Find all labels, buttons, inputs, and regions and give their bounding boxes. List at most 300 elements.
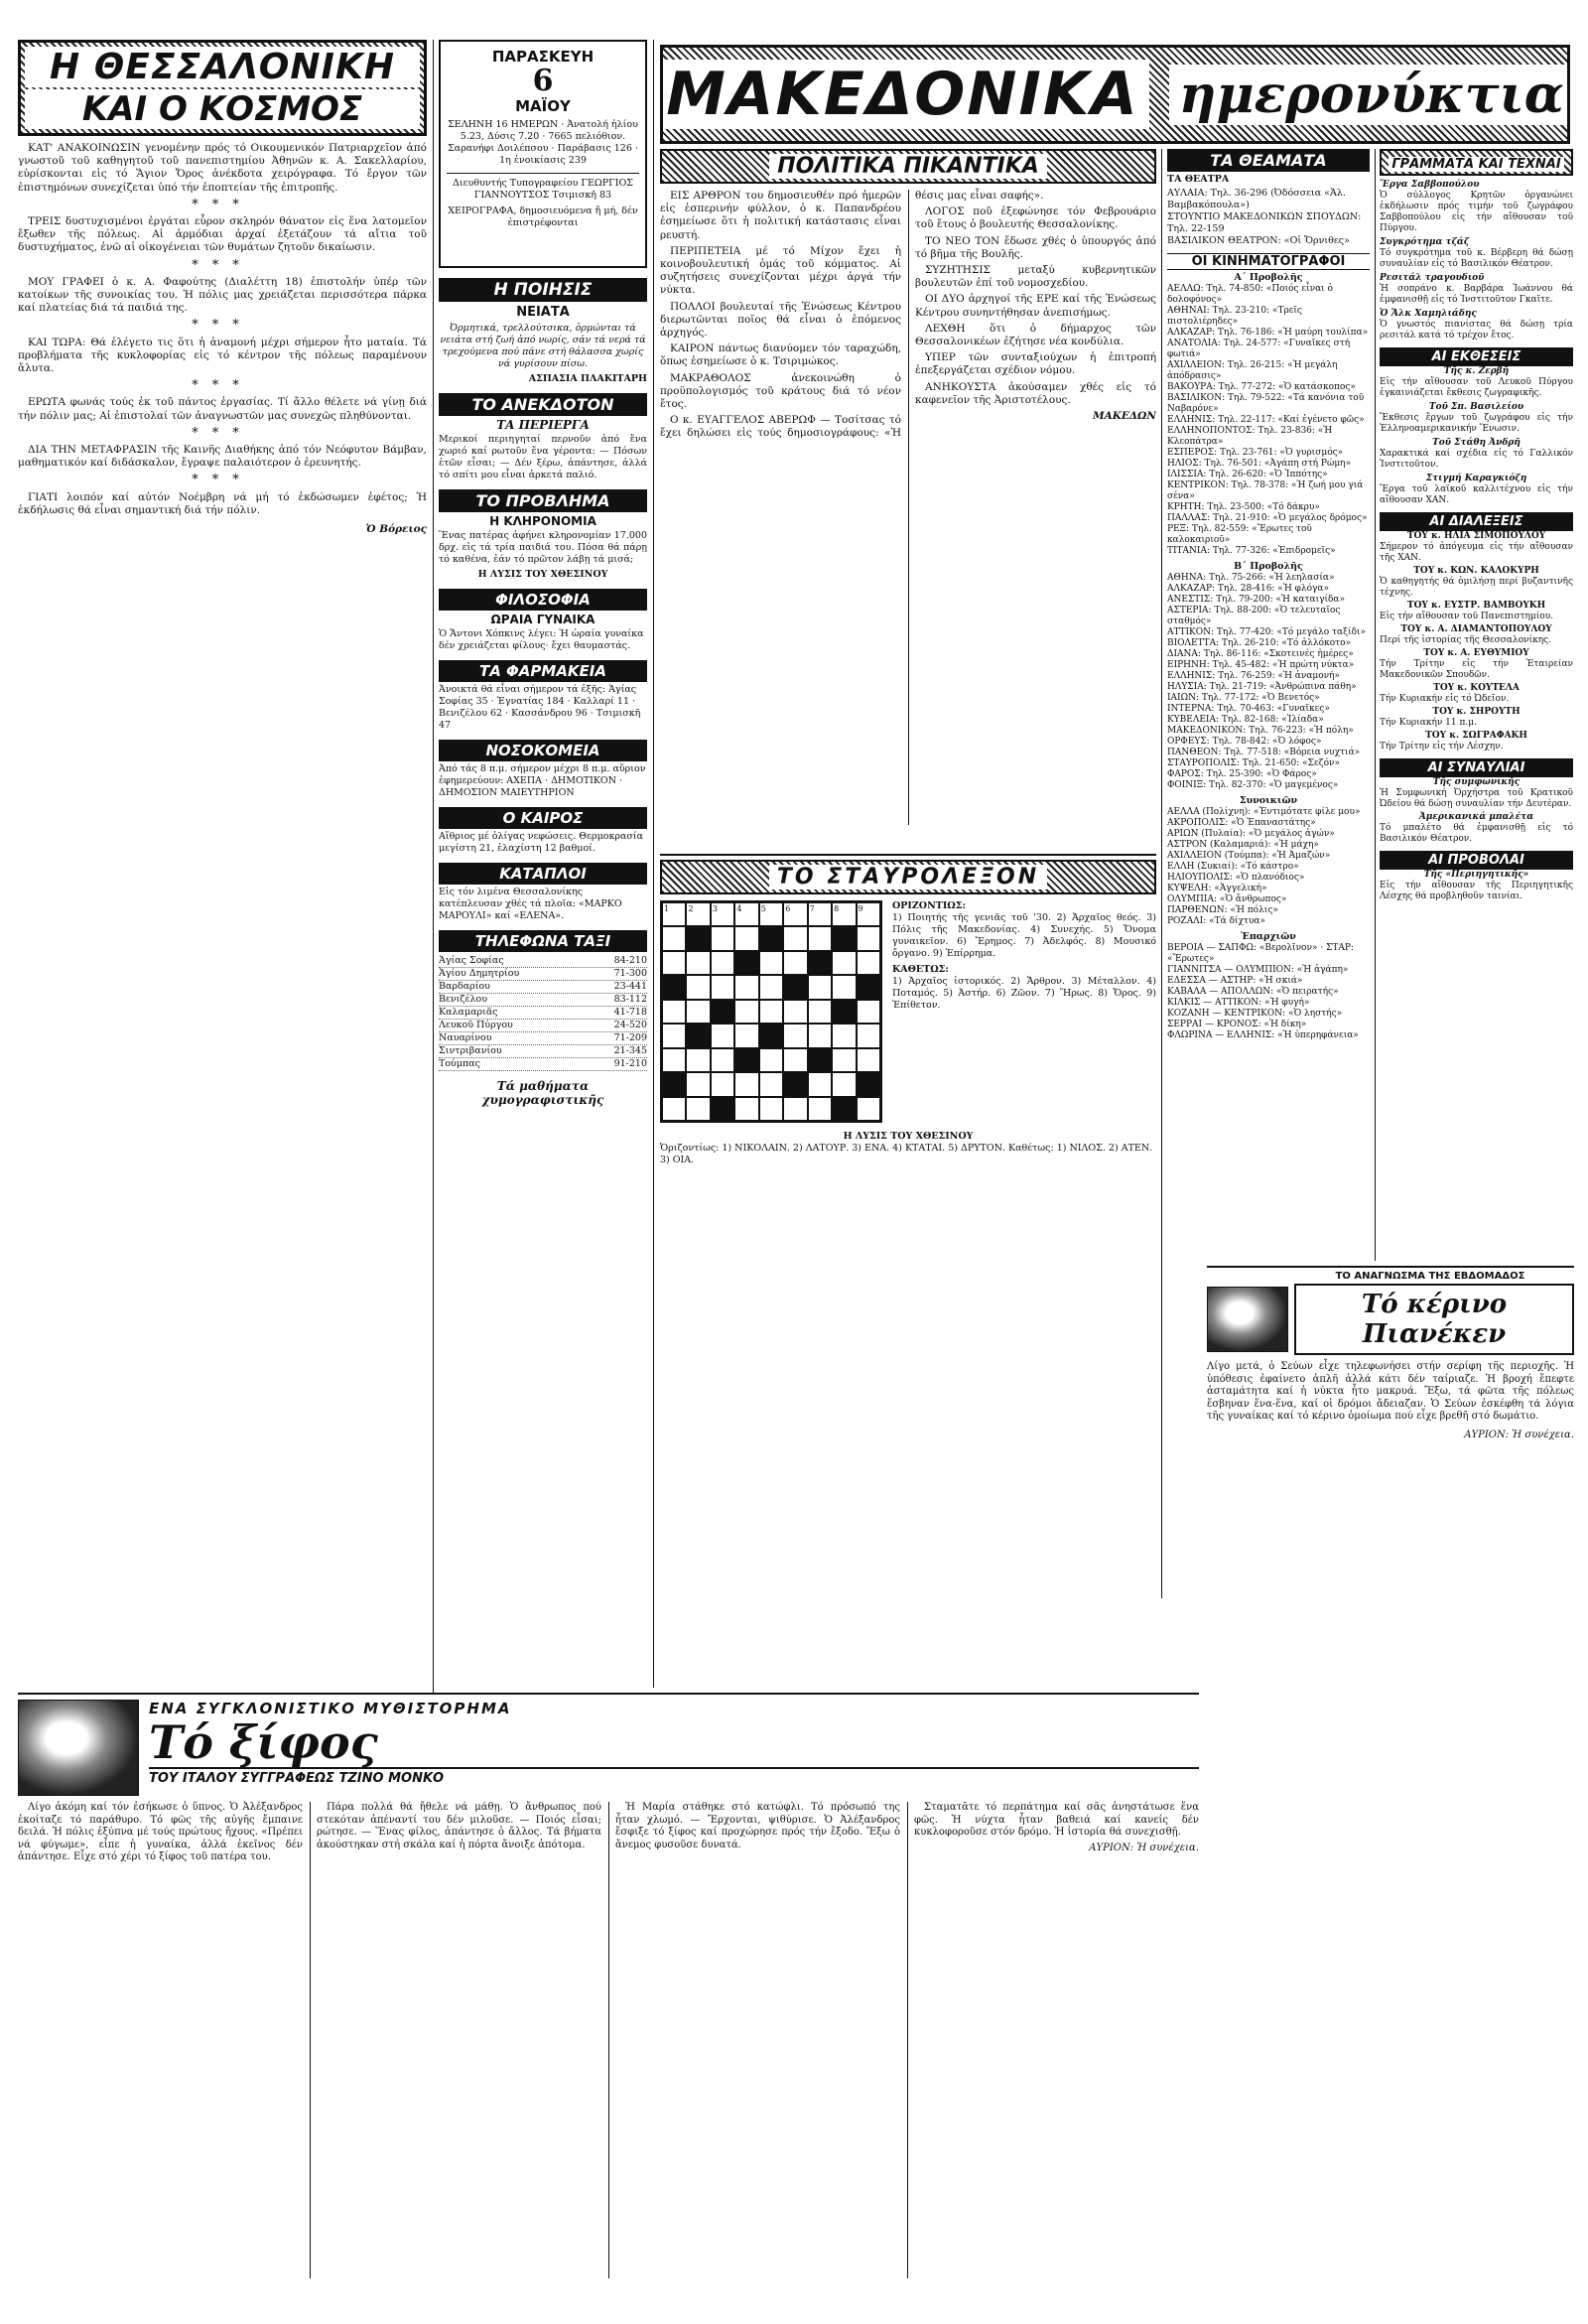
date-info: ΣΕΛΗΝΗ 16 ΗΜΕΡΩΝ · Ἀνατολή ἡλίου 5.23, Δύσις 7.20 · 7665 πελιόθιον. Σαρανήφι Δοιλέπσου · Παράβασις 126 · 1η ἐνοικίασις 239 (448, 119, 638, 166)
screenings-heading: ΑΙ ΠΡΟΒΟΛΑΙ (1380, 851, 1573, 870)
manuscripts-note: ΧΕΙΡΟΓΡΑΦΑ, δημοσιευόμενα ἤ μή, δέν ἐπιστρέφονται (448, 205, 638, 228)
ships-text: Εἰς τόν λιμένα Θεσσαλονίκης κατέπλευσαν χθές τά πλοῖα: «ΜΑΡΚΟ ΜΑΡΟΥΛΙ» καί «ΕΛΕΝΑ». (439, 887, 622, 921)
list-item: ΓΙΑΝΝΙΤΣΑ — ΟΛΥΜΠΙΟΝ: «Ἡ ἀγάπη» (1167, 965, 1349, 975)
grid-block (686, 926, 710, 950)
phone-number: 71-300 (613, 968, 647, 979)
list-item: ΑΛΚΑΖΑΡ: Τηλ. 28-416: «Ἡ φλόγα» (1167, 584, 1329, 594)
grid-block (711, 1097, 734, 1121)
left-paragraph: ΜΟΥ ΓΡΑΦΕΙ ὁ κ. Α. Φαφούτης (Διαλέττη 18) ἐπιστολήν ὑπέρ τῶν κατοίκων τῆς συνοικίας του. Ἡ πόλις μας χρειάζεται περισσότερα πάρκα καί πλατείας διά τά παιδιά της. (18, 275, 427, 315)
list-item: ΚΙΛΚΙΣ — ΑΤΤΙΚΟΝ: «Ἡ φυγή» (1167, 998, 1310, 1008)
publisher-info: Διευθυντής Τυπογραφείου ΓΕΩΡΓΙΟΣ ΓΙΑΝΝΟΥΤΣΟΣ Τσιμισκῆ 83 (447, 173, 639, 202)
poem-author: ΑΣΠΑΣΙΑ ΠΛΑΚΙΤΑΡΗ (528, 373, 647, 384)
grid-cell[interactable] (783, 1000, 807, 1024)
suburbs-heading: Συνοικιῶν (1239, 795, 1298, 806)
grid-block (662, 975, 686, 999)
grid-cell[interactable] (857, 1097, 880, 1121)
grid-block (711, 1000, 734, 1024)
weekly-novel-title: Τό κέρινο Πιανέκεν (1294, 1284, 1574, 1355)
phones-heading: ΤΗΛΕΦΩΝΑ ΤΑΞΙ (439, 930, 647, 952)
list-item: ΦΛΩΡΙΝΑ — ΕΛΛΗΝΙΣ: «Ἡ ὑπερηφάνεια» (1167, 1030, 1359, 1040)
list-item: ΣΤΟΥΝΤΙΟ ΜΑΚΕΔΟΝΙΚΩΝ ΣΠΟΥΔΩΝ: Τηλ. 22-159 (1167, 211, 1362, 234)
list-item (439, 1020, 647, 1032)
list-item: ΚΟΖΑΝΗ — ΚΕΝΤΡΙΚΟΝ: «Ὁ ληστής» (1167, 1009, 1343, 1019)
left-paragraph: ΕΡΩΤΑ φωνάς τούς ἐκ τοῦ πάντος ἐργασίας. Τί ἄλλο θέλετε νά γίνῃ διά τήν πόλιν μας; Αἱ ἐπιστολαί τῶν ἀναγνωστῶν μας συνεχῶς πληθύνονται. (18, 396, 427, 422)
second-run-list (1167, 573, 1370, 791)
exhibits-heading: ΑΙ ΕΚΘΕΣΕΙΣ (1380, 347, 1573, 366)
grid-number: 1 (662, 902, 686, 926)
section-rule (18, 1693, 1199, 1695)
phone-number: 83-112 (613, 994, 647, 1005)
list-item: ΠΑΛΛΑΣ: Τηλ. 21-910: «Ὁ μεγάλος δρόμος» (1167, 513, 1368, 523)
grid-cell[interactable] (662, 951, 686, 975)
list-item: ΗΛΥΣΙΑ: Τηλ. 21-719: «Ἀνθρώπινα πάθη» (1167, 682, 1357, 692)
anekdoton-title: ΤΑ ΠΕΡΙΕΡΓΑ (496, 418, 590, 432)
left-signature: Ὁ Βόρειος (365, 523, 427, 536)
lectures-list (1380, 531, 1573, 752)
list-item: ΡΕΞ: Τηλ. 82-559: «Ἔρωτες τοῦ καλοκαιριοῦ» (1167, 524, 1312, 545)
politics-heading-banner (660, 149, 1156, 184)
grid-cell[interactable] (711, 1048, 734, 1072)
across-clues: 1) Ποιητής τῆς γενιᾶς τοῦ '30. 2) Ἀρχαῖος θεός. 3) Πόλις τῆς Μακεδονίας. 4) Συνεχής. 5) Ὄνομα γυναικεῖον. 6) Ἔρημος. 7) Ἀδελφός. 8) Μουσικό ὄργανο. 9) Ἐπίρρημα. (892, 912, 1156, 959)
grid-cell[interactable] (759, 1097, 783, 1121)
grid-block (759, 926, 783, 950)
arts-item-text: Ὁ σύλλογος Κρητῶν ὀργανώνει ἐκδήλωσιν πρός τιμήν τοῦ ζωγράφου Σαββοπούλου εἰς τήν αἴθουσαν τοῦ Πύργου. (1380, 191, 1573, 233)
weekly-novel-text: Λίγο μετά, ὁ Σεύων εἶχε τηλεφωνήσει στήν σερίφη τῆς περιοχῆς. Ἡ ὑπόθεσις ἐφαίνετο ἁπλῆ ἀλλά κάτι δέν ταίριαζε. Ἡ βροχή ἔπεφτε ἀσταμάτητα καί ἡ νύκτα ἦτο μακρυά. Ἔξω, τά φῶτα τῆς πόλεως ἔσβηναν ἕνα-ἕνα, καί οἱ δρόμοι ἄδειαζαν. Ὁ Σεύων ἐσκέφθη τά λόγια τῆς γυναίκας καί τό κέρινο ὁμοίωμα πού εἶχε βρεθῆ στό δωμάτιο. (1207, 1361, 1574, 1422)
grid-cell[interactable] (783, 1024, 807, 1047)
phone-name: Ἁγίας Σοφίας (439, 955, 504, 966)
grid-block (832, 1097, 856, 1121)
grid-block (808, 1048, 832, 1072)
list-item: ΠΑΝΘΕΟΝ: Τηλ. 77-518: «Βόρεια νυχτιά» (1167, 748, 1361, 757)
first-run-list (1167, 284, 1370, 557)
serial-novel-kicker: ΕΝΑ ΣΥΓΚΛΟΝΙΣΤΙΚΟ ΜΥΘΙΣΤΟΡΗΜΑ (149, 1700, 512, 1717)
politics-paragraph: ΥΠΕΡ τῶν συνταξιούχων ἡ ἐπιτροπή ἐπεξεργάζεται σχέδιον νόμου. (915, 351, 1156, 377)
grid-block (857, 975, 880, 999)
cinema-heading: ΟΙ ΚΙΝΗΜΑΤΟΓΡΑΦΟΙ (1167, 253, 1370, 270)
list-item: ΚΥΨΕΛΗ: «Ἀγγελική» (1167, 884, 1267, 893)
lecture-text: Τήν Τρίτην εἰς τήν Ἐταιρείαν Μακεδονικῶν Σπουδῶν. (1380, 659, 1573, 680)
grid-cell[interactable] (711, 975, 734, 999)
grid-cell[interactable] (832, 1024, 856, 1047)
grid-cell[interactable] (832, 975, 856, 999)
grid-cell[interactable] (808, 1024, 832, 1047)
problem-heading: ΤΟ ΠΡΟΒΛΗΜΑ (439, 489, 647, 512)
solution-text: Ὁριζοντίως: 1) ΝΙΚΟΛΑΙΝ. 2) ΛΑΤΟΥΡ. 3) ΕΝΑ. 4) ΚΤΑΤΑΙ. 5) ΔΡΥΤΟΝ. Καθέτως: 1) ΝΙΛΟΣ. 2) ΑΤΕΝ. 3) ΟΙΑ. (660, 1143, 1153, 1165)
down-clues: 1) Ἀρχαῖος ἱστορικός. 2) Ἄρθρον. 3) Μέταλλον. 4) Ποταμός. 5) Ἀστήρ. 6) Ζῶον. 7) Ἥρως. 8) Ὄρος. 9) Ἐπίθετον. (892, 976, 1156, 1011)
lecture-title: ΤΟΥ κ. ΣΗΡΟΥΤΗ (1432, 707, 1521, 717)
grid-cell[interactable] (783, 926, 807, 950)
grid-number: 6 (783, 902, 807, 926)
screenings-list (1380, 870, 1573, 902)
list-item: ΒΑΣΙΛΙΚΟΝ: Τηλ. 79-522: «Τά κανόνια τοῦ Ναβαρόνε» (1167, 393, 1365, 414)
masthead (660, 45, 1570, 144)
grid-cell[interactable] (808, 926, 832, 950)
anekdoton-heading: ΤΟ ΑΝΕΚΔΟΤΟΝ (439, 393, 647, 416)
grid-cell[interactable] (662, 1048, 686, 1072)
list-item: ΕΣΠΕΡΟΣ: Τηλ. 23-761: «Ὁ γυρισμός» (1167, 448, 1344, 458)
phone-number: 21-345 (613, 1045, 647, 1056)
school-title: Τά μαθήματα χυμογραφιστικῆς (481, 1079, 604, 1107)
politics-paragraph: ΑΝΗΚΟΥΣΤΑ ἀκούσαμεν χθές εἰς τό καφενεῖον τῆς Ἀριστοτέλους. (915, 380, 1156, 406)
lecture-text: Τήν Κυριακήν 11 π.μ. (1380, 718, 1477, 728)
phone-name: Τούμπας (439, 1058, 480, 1069)
novel-illustration (1207, 1287, 1288, 1352)
crossword-section (660, 854, 1156, 1439)
ships-heading: ΚΑΤΑΠΛΟΙ (439, 863, 647, 885)
list-item: ΙΛΙΣΣΙΑ: Τηλ. 26-620: «Ὁ Ἰππότης» (1167, 470, 1328, 479)
list-item: ΚΕΝΤΡΙΚΟΝ: Τηλ. 78-378: «Ἡ ζωή μου γιά σένα» (1167, 480, 1364, 501)
politics-paragraph: ΜΑΚΡΑΘΟΛΟΣ ἀνεκοινώθη ὁ προϋπολογισμός τοῦ κράτους διά τό νέον ἔτος. (660, 371, 901, 411)
anekdoton-text: Μερικοί περιηγηταί περνοῦν ἀπό ἕνα χωριό καί ρωτοῦν ἕνα γέροντα: — Πόσων ἐτῶν εἶσαι; — Δέν ξέρω, ἀπάντησε, ἀλλά τό σπίτι μου εἶναι ἀρκετά παλιό. (439, 434, 647, 480)
list-item: ΕΛΛΗ (Συκιαί): «Τό κάστρο» (1167, 862, 1299, 872)
list-item: ΑΚΡΟΠΟΛΙΣ: «Ὁ Ἐπαναστάτης» (1167, 818, 1316, 828)
list-item: ΑΘΗΝΑΙ: Τηλ. 23-210: «Τρεῖς πιστολιέρηδες» (1167, 306, 1302, 327)
left-title-banner (18, 40, 427, 136)
grid-block (734, 1048, 758, 1072)
first-run-heading: Α΄ Προβολῆς (1234, 272, 1303, 283)
arts-heading-banner (1380, 149, 1573, 176)
philosophy-text: Ὁ Ἄντονι Χόπκινς λέγει: Ἡ ὡραία γυναίκα δέν χρειάζεται φίλους· ἔχει θαυμαστάς. (439, 628, 644, 651)
arts-item-text: Ἡ σοπράνο κ. Βαρβάρα Ἰωάννου θά ἐμφανισθῇ εἰς τό Ἰνστιτοῦτον Γκαῖτε. (1380, 284, 1573, 305)
list-item (439, 994, 647, 1007)
list-item: ΑΣΤΡΟΝ (Καλαμαριά): «Ἡ μάχη» (1167, 840, 1319, 850)
grid-cell[interactable] (832, 1072, 856, 1096)
crossword-grid (660, 900, 882, 1123)
phone-number: 84-210 (613, 955, 647, 966)
politics-paragraph: ΣΥΖΗΤΗΣΙΣ μεταξύ κυβερνητικῶν βουλευτῶν ἐπί τοῦ νομοσχεδίου. (915, 264, 1156, 290)
column-rule (1161, 149, 1162, 1598)
crossword-solution (660, 1131, 1156, 1166)
list-item: ΒΑΣΙΛΙΚΟΝ ΘΕΑΤΡΟΝ: «Οἱ Ὄρνιθες» (1167, 235, 1350, 246)
list-item: ΠΑΡΘΕΝΩΝ: «Ἡ πόλις» (1167, 905, 1278, 915)
list-item: ΜΑΚΕΔΟΝΙΚΟΝ: Τηλ. 76-223: «Ἡ πόλη» (1167, 726, 1354, 736)
grid-cell[interactable] (686, 1097, 710, 1121)
list-item: ΚΥΒΕΛΕΙΑ: Τηλ. 82-168: «Ἰλίαδα» (1167, 715, 1324, 725)
phone-name: Βαρδαρίου (439, 981, 490, 992)
poem-heading: Η ΠΟΙΗΣΙΣ (439, 278, 647, 302)
arts-item-text: Ὁ γνωστός πιανίστας θά δώσῃ τρία ρεσιτάλ κατά τό τρέχον ἔτος. (1380, 320, 1573, 341)
lecture-text: Ὁ καθηγητής θά ὁμιλήσῃ περί βυζαντινῆς τέχνης. (1380, 577, 1573, 598)
grid-number: 3 (711, 902, 734, 926)
lecture-text: Σήμερον τό ἀπόγευμα εἰς τήν αἴθουσαν τῆς ΧΑΝ. (1380, 542, 1573, 563)
phone-name: Ἁγίου Δημητρίου (439, 968, 520, 979)
list-item: ΑΤΤΙΚΟΝ: Τηλ. 77-420: «Τό μεγάλο ταξίδι» (1167, 627, 1367, 637)
pharmacy-text: Ἀνοικτά θά εἶναι σήμερον τά ἑξῆς: Ἁγίας Σοφίας 35 · Ἐγνατίας 184 · Καλλαρί 11 · Βενιζέλου 62 · Κασσάνδρου 96 · Τσιμισκῆ 47 (439, 684, 641, 731)
grid-cell[interactable] (857, 1048, 880, 1072)
list-item: ΑΧΙΛΛΕΙΟΝ (Τούμπα): «Ἡ Ἀμαζών» (1167, 851, 1331, 861)
grid-cell[interactable] (662, 1000, 686, 1024)
grid-cell[interactable] (808, 1097, 832, 1121)
grid-cell[interactable] (808, 1000, 832, 1024)
list-item: ΑΘΗΝΑ: Τηλ. 75-266: «Ἡ λεηλασία» (1167, 573, 1335, 583)
grid-cell[interactable] (686, 1048, 710, 1072)
phone-name: Σιντριβανίου (439, 1045, 502, 1056)
politics-paragraph: ΠΕΡΙΠΕΤΕΙΑ μέ τό Μίχον ἔχει ἡ κοινοβουλευτική ὁμάς τοῦ κόμματος. Αἱ συζητήσεις συνεχίζονται μέχρι ἀργά τήν νύκτα. (660, 244, 901, 297)
list-item: ΣΕΡΡΑΙ — ΚΡΟΝΟΣ: «Ἡ δίκη» (1167, 1020, 1307, 1029)
concerts-heading: ΑΙ ΣΥΝΑΥΛΙΑΙ (1380, 758, 1573, 777)
weather-heading: Ο ΚΑΙΡΟΣ (439, 807, 647, 829)
crossword-heading: ΤΟ ΣΤΑΥΡΟΛΕΞΟΝ (769, 865, 1047, 889)
politics-paragraph: ΠΟΛΛΟΙ βουλευταί τῆς Ἑνώσεως Κέντρου διερωτῶνται ποῖος θά εἶναι ὁ ἑπόμενος ἀρχηγός. (660, 300, 901, 340)
theatre-subheading: ΤΑ ΘΕΑΤΡΑ (1167, 174, 1230, 185)
list-item: ΑΧΙΛΛΕΙΟΝ: Τηλ. 26-215: «Ἡ μεγάλη ἀπόδρασις» (1167, 360, 1338, 381)
serial-novel-paragraph: Λίγο ἀκόμη καί τόν ἐσήκωσε ὁ ὕπνος. Ὁ Ἀλέξανδρος ἐκοίταζε τό παράθυρο. Τό φῶς τῆς αὐγῆς ἔμπαινε δειλά. Ἡ πόλις ἐξύπνα μέ τούς πρώτους ἤχους. «Πρέπει νά φύγωμε», εἶπε ἡ γυναίκα, ἀλλά ἐκεῖνος δέν ἀπάντησε. Εἶχε στό χέρι τό ξίφος τοῦ πατέρα του. (18, 1802, 303, 1862)
poem-title: ΝΕΙΑΤΑ (516, 305, 570, 320)
left-paragraph: ΔΙΑ ΤΗΝ ΜΕΤΑΦΡΑΣΙΝ τῆς Καινῆς Διαθήκης ἀπό τόν Νεόφυτον Βάμβαν, μαθηματικόν καί διδάσκαλον, ἔγραψε παλαιότερον ὁ ἐρευνητής. (18, 444, 427, 470)
crossword-heading-banner (660, 860, 1156, 894)
arts-item-title: Ρεσιτάλ τραγουδιοῦ (1380, 273, 1485, 283)
column-rule (433, 40, 434, 1693)
provinces-heading: Ἐπαρχιῶν (1241, 931, 1296, 942)
list-item: ΑΡΙΩΝ (Πυλαία): «Ὁ μεγάλος ἀγών» (1167, 829, 1335, 839)
grid-cell[interactable] (759, 951, 783, 975)
concert-text: Ἡ Συμφωνική Ὀρχήστρα τοῦ Κρατικοῦ Ὠδείου θά δώσῃ συναυλίαν τήν Δευτέραν. (1380, 788, 1573, 809)
grid-cell[interactable] (808, 975, 832, 999)
politics-paragraph: ΛΕΧΘΗ ὅτι ὁ δήμαρχος τῶν Θεσσαλονικέων ἐζήτησε νέα κονδύλια. (915, 322, 1156, 348)
grid-cell[interactable] (759, 1072, 783, 1096)
list-item: ΑΥΛΑΙΑ: Τηλ. 36-296 (Ὀδόσσεια «Ἀλ. Βαμβακόπουλα») (1167, 188, 1346, 210)
list-item: ΒΙΟΛΕΤΤΑ: Τηλ. 26-210: «Τό ἀλλόκοτο» (1167, 638, 1352, 648)
phone-number: 24-520 (613, 1020, 647, 1030)
lecture-text: Τήν Τρίτην εἰς τήν Λέσχην. (1380, 742, 1504, 752)
arts-item-title: Συγκρότημα τζάζ (1380, 237, 1470, 247)
across-heading: ΟΡΙΖΟΝΤΙΩΣ: (892, 900, 966, 911)
phone-number: 23-441 (613, 981, 647, 992)
separator-stars: *** (192, 197, 253, 212)
serial-novel-title: Τό ξίφος (149, 1715, 378, 1769)
grid-number: 7 (808, 902, 832, 926)
lecture-title: ΤΟΥ κ. Α. ΕΥΘΥΜΙΟΥ (1423, 648, 1529, 658)
politics-section (660, 149, 1156, 844)
left-column (18, 40, 427, 1688)
grid-cell[interactable] (662, 1024, 686, 1047)
lecture-title: ΤΟΥ κ. ΚΟΥΤΕΛΑ (1433, 683, 1520, 693)
serial-novel-paragraph: Ἡ Μαρία στάθηκε στό κατώφλι. Τό πρόσωπό της ἦταν χλωμό. — Ἔρχονται, ψιθύρισε. Ὁ Ἀλέξανδρος ἔσφιξε τό ξίφος καί προχώρησε πρός τήν ἔξοδο. Ἔξω ὁ ἄνεμος φυσοῦσε δυνατά. (615, 1802, 900, 1850)
grid-cell[interactable] (734, 926, 758, 950)
grid-cell[interactable] (783, 1097, 807, 1121)
list-item: ΗΛΙΟΣ: Τηλ. 76-501: «Ἀγάπη στή Ρώμη» (1167, 459, 1352, 469)
serial-novel-paragraph: Σταματᾶτε τό περπάτημα καί σᾶς ἀνηστάτωσε ἕνα φῶς. Ἡ νύχτα ἦταν βαθειά καί κανείς δέν κυκλοφοροῦσε στόν δρόμο. Ἡ ἱστορία θά συνεχισθῇ. (914, 1802, 1199, 1838)
grid-block (783, 975, 807, 999)
serial-novel-paragraph: Πάρα πολλά θά ἤθελε νά μάθῃ. Ὁ ἄνθρωπος πού στεκόταν ἀπέναντί του δέν μιλοῦσε. — Ποιός εἶσαι; ρώτησε. — Ἕνας φίλος, ἀπάντησε ὁ ἄλλος. Τά βήματα ἀκούστηκαν στή σκάλα καί ἡ πόρτα ἄνοιξε ἀπότομα. (317, 1802, 601, 1850)
screening-title: Τῆς «Περιηγητικῆς» (1423, 870, 1529, 880)
separator-stars: *** (192, 425, 253, 441)
politics-body (660, 190, 1156, 825)
grid-block (759, 1024, 783, 1047)
grid-cell[interactable] (759, 1048, 783, 1072)
grid-cell[interactable] (832, 951, 856, 975)
serial-novel-byline: ΤΟΥ ΙΤΑΛΟΥ ΣΥΓΓΡΑΦΕΩΣ ΤΖΙΝΟ ΜΟΝΚΟ (149, 1767, 1199, 1786)
exhibit-text: Χαρακτικά καί σχέδια εἰς τό Γαλλικόν Ἰνστιτοῦτον. (1380, 449, 1573, 470)
grid-block (832, 1000, 856, 1024)
left-paragraph: ΤΡΕΙΣ δυστυχισμένοι ἐργάται εὗρον σκληρόν θάνατον εἰς ἕνα λατομεῖον ἔξωθεν τῆς πόλεως. Αἱ ἀρμόδιαι ἀρχαί ἐξετάζουν τά αἴτια τοῦ δυστυχήματος, ἐνῶ αἱ οἰκογένειαι τῶν θυμάτων ζητοῦν δικαίωσιν. (18, 215, 427, 254)
list-item: ΡΟΖΑΛΙ: «Τά δίχτυα» (1167, 916, 1266, 926)
hospital-heading: ΝΟΣΟΚΟΜΕΙΑ (439, 740, 647, 761)
grid-block (808, 951, 832, 975)
phone-number: 71-209 (613, 1032, 647, 1043)
list-item: ΒΑΚΟΥΡΑ: Τηλ. 77-272: «Ὁ κατάσκοπος» (1167, 382, 1356, 392)
lecture-text: Εἰς τήν αἴθουσαν τοῦ Πανεπιστημίου. (1380, 612, 1554, 621)
list-item (439, 968, 647, 981)
arts-heading: ΓΡΑΜΜΑΤΑ ΚΑΙ ΤΕΧΝΑΙ (1389, 157, 1563, 172)
grid-block (783, 1072, 807, 1096)
problem-solution-heading: Η ΛΥΣΙΣ ΤΟΥ ΧΘΕΣΙΝΟΥ (477, 569, 608, 580)
grid-cell[interactable] (857, 926, 880, 950)
exhibit-title: Τοῦ Σπ. Βασιλείου (1428, 402, 1524, 412)
list-item: ΑΕΛΛΑ (Πολίχνη): «Ἐντιμότατε φίλε μου» (1167, 807, 1361, 817)
grid-block (734, 951, 758, 975)
phone-name: Βενιζέλου (439, 994, 487, 1005)
weather-text: Αἴθριος μέ ὀλίγας νεφώσεις. Θερμοκρασία μεγίστη 21, ἐλαχίστη 12 βαθμοί. (439, 831, 644, 854)
list-item: ΤΙΤΑΝΙΑ: Τηλ. 77-326: «Ἐπιδρομεῖς» (1167, 546, 1336, 556)
exhibit-title: Τοῦ Στάθη Ἀνδρῆ (1432, 438, 1521, 448)
list-item (439, 1045, 647, 1058)
arts-item-text: Τό συγκρότημα τοῦ κ. Βέρβερη θά δώσῃ συναυλίαν εἰς τό Βασιλικόν Θέατρον. (1380, 248, 1573, 269)
phone-number: 91-210 (613, 1058, 647, 1069)
list-item: ΑΛΚΑΖΑΡ: Τηλ. 76-186: «Ἡ μαύρη τουλίπα» (1167, 328, 1369, 338)
list-item: ΑΝΕΣΤΙΣ: Τηλ. 79-200: «Ἡ καταιγίδα» (1167, 595, 1346, 605)
grid-number: 9 (857, 902, 880, 926)
weekly-novel (1207, 1266, 1574, 2308)
lecture-text: Περί τῆς ἱστορίας τῆς Θεσσαλονίκης. (1380, 635, 1552, 645)
phone-name: Ναυαρίνου (439, 1032, 492, 1043)
middle-column (439, 278, 647, 1688)
politics-signature: ΜΑΚΕΔΩΝ (1093, 410, 1156, 423)
lecture-title: ΤΟΥ κ. ΗΛΙΑ ΣΙΜΟΠΟΥΛΟΥ (1406, 531, 1546, 541)
list-item (439, 1032, 647, 1045)
list-item: ΚΡΗΤΗ: Τηλ. 23-500: «Τό δάκρυ» (1167, 502, 1320, 512)
grid-cell[interactable] (832, 1048, 856, 1072)
grid-cell[interactable] (734, 1072, 758, 1096)
arts-items (1380, 180, 1573, 342)
list-item: ΟΛΥΜΠΙΑ: «Ὁ ἄνθρωπος» (1167, 894, 1287, 904)
grid-cell[interactable] (662, 1097, 686, 1121)
column-rule (1375, 149, 1376, 1261)
grid-cell[interactable] (857, 1000, 880, 1024)
grid-cell[interactable] (686, 975, 710, 999)
list-item: ΑΕΛΛΩ: Τηλ. 74-850: «Ποιός εἶναι ὁ δολοφόνος» (1167, 284, 1333, 305)
list-item (439, 1058, 647, 1071)
concert-title: Ἀμερικανικά μπαλέτα (1418, 812, 1534, 822)
serial-novel-body (18, 1802, 1199, 2278)
politics-paragraph: ΚΑΙΡΟΝ πάντως διανύομεν τόν ταραχώδη, ὅπως ἐσημείωσε ὁ κ. Τσιριμώκος. (660, 342, 901, 368)
grid-number: 8 (832, 902, 856, 926)
politics-paragraph: ΤΟ ΝΕΟ ΤΟΝ ἔδωσε χθές ὁ ὑπουργός ἀπό τό βῆμα τῆς Βουλῆς. (915, 234, 1156, 260)
separator-stars: *** (192, 257, 253, 273)
exhibit-title: Τῆς κ. Ζερβῆ (1443, 366, 1510, 376)
poem-text: Ὀρμητικά, τρελλούτσικα, ὁρμώνται τά νειάτα στή ζωή ἀπό νωρίς, σάν τά νερά τά τρεχούμενα πού πάνε στή θάλασσα χωρίς νά γυρίσουν πίσω. (440, 323, 646, 369)
grid-cell[interactable] (686, 951, 710, 975)
separator-stars: *** (192, 473, 253, 488)
grid-cell[interactable] (734, 1024, 758, 1047)
grid-block (832, 926, 856, 950)
lecture-text: Τήν Κυριακήν εἰς τό Ὠδεῖον. (1380, 694, 1510, 704)
concert-text: Τό μπαλέτο θά ἐμφανισθῇ εἰς τό Βασιλικόν Θέατρον. (1380, 823, 1573, 844)
politics-paragraph: Ο κ. ΕΥΑΓΓΕΛΟΣ ΑΒΕΡΩΦ — Τοσίτσας τό ἔχει δηλώσει εἰς τούς δημοσιογράφους: «Ἡ θέσις μας εἶναι σαφής». (660, 190, 1044, 440)
list-item (439, 981, 647, 994)
grid-cell[interactable] (857, 1024, 880, 1047)
column-rule (653, 40, 654, 1688)
phone-name: Λευκοῦ Πύργου (439, 1020, 513, 1030)
grid-cell[interactable] (759, 975, 783, 999)
list-item: ΕΔΕΣΣΑ — ΑΣΤΗΡ: «Ἡ σκιά» (1167, 976, 1303, 986)
provinces-list (1167, 943, 1370, 1041)
list-item: ΕΛΛΗΝΙΣ: Τηλ. 22-117: «Καί ἐγένετο φῶς» (1167, 415, 1365, 425)
grid-cell[interactable] (734, 1097, 758, 1121)
concerts-list (1380, 777, 1573, 845)
grid-number: 5 (759, 902, 783, 926)
serial-novel (18, 1700, 1199, 2305)
grid-cell[interactable] (783, 951, 807, 975)
date-month: ΜΑΪΟΥ (515, 97, 571, 115)
lecture-title: ΤΟΥ κ. ΣΩΓΡΑΦΑΚΗ (1425, 731, 1527, 741)
phone-name: Καλαμαριᾶς (439, 1007, 498, 1018)
concert-title: Τῆς συμφωνικῆς (1432, 777, 1521, 787)
grid-cell[interactable] (857, 951, 880, 975)
politics-paragraph: ΕΙΣ ΑΡΘΡΟΝ του δημοσιευθέν πρό ἡμερῶν εἰς ἑσπερινήν φύλλον, ὁ κ. Παπανδρέου ἐσημείωσε ὅτι ἡ πολιτική κατάστασις εἶναι ρευστή. (660, 190, 901, 241)
politics-paragraph: ΟΙ ΔΥΟ ἀρχηγοί τῆς ΕΡΕ καί τῆς Ἐνώσεως Κέντρου συνηντήθησαν ἀνεπισήμως. (915, 293, 1156, 319)
list-item: ΔΙΑΝΑ: Τηλ. 86-116: «Σκοτεινές ἡμέρες» (1167, 649, 1354, 659)
suburbs-list (1167, 807, 1370, 927)
list-item (439, 955, 647, 968)
grid-cell[interactable] (808, 1072, 832, 1096)
list-item: ΗΛΙΟΥΠΟΛΙΣ: «Ὁ πλανόδιος» (1167, 873, 1305, 883)
grid-cell[interactable] (711, 951, 734, 975)
grid-cell[interactable] (711, 1024, 734, 1047)
masthead-title-main: ΜΑΚΕΔΟΝΙΚΑ (660, 60, 1149, 129)
lecture-title: ΤΟΥ κ. ΕΥΣΤΡ. ΒΑΜΒΟΥΚΗ (1406, 601, 1546, 611)
list-item: ΦΟΙΝΙΞ: Τηλ. 82-370: «Ὁ μαγεμένος» (1167, 780, 1339, 790)
list-item: ΦΑΡΟΣ: Τηλ. 25-390: «Ὁ Φάρος» (1167, 769, 1317, 779)
left-paragraph: ΚΑΙ ΤΩΡΑ: Θά ἐλέγετο τις ὅτι ἡ ἀναμονή μέχρι σήμερον ἦτο ματαία. Τά προβλήματα τῆς κυκλοφορίας εἰς τό κέντρον τῆς πόλεως παραμένουν ἄλυτα. (18, 336, 427, 375)
grid-number: 2 (686, 902, 710, 926)
left-title-line1: Η ΘΕΣΣΑΛΟΝΙΚΗ (25, 47, 420, 87)
grid-cell[interactable] (711, 926, 734, 950)
grid-cell[interactable] (734, 1000, 758, 1024)
grid-cell[interactable] (686, 1072, 710, 1096)
left-paragraph: ΓΙΑΤΙ λοιπόν καί αὐτόν Νοέμβρη νά μή τό ἐκδώσωμεν ἐφέτος; Ἡ ἐκδήλωσις θά εἶναι σημαντική διά τήν πόλιν. (18, 490, 427, 516)
grid-cell[interactable] (759, 1000, 783, 1024)
grid-cell[interactable] (711, 1072, 734, 1096)
left-article-body (18, 142, 427, 536)
list-item (439, 1007, 647, 1020)
grid-cell[interactable] (686, 1000, 710, 1024)
philosophy-heading: ΦΙΛΟΣΟΦΙΑ (439, 589, 647, 611)
list-item: ΚΑΒΑΛΑ — ΑΠΟΛΛΩΝ: «Ὁ πειρατής» (1167, 987, 1339, 997)
masthead-title-sub: ημερονύκτια (1169, 65, 1570, 125)
exhibit-title: Στιγμή Καραγκιόζη (1425, 474, 1527, 483)
serial-novel-continued: ΑΥΡΙΟΝ: Ἡ συνέχεια. (1089, 1842, 1199, 1853)
grid-cell[interactable] (734, 975, 758, 999)
politics-paragraph: ΛΟΓΟΣ ποῦ ἐξεφώνησε τόν Φεβρουάριο τοῦ ἔτους ὁ βουλευτής Θεσσαλονίκης. (915, 205, 1156, 231)
theatre-list (1167, 188, 1370, 247)
philosophy-title: ΩΡΑΙΑ ΓΥΝΑΙΚΑ (490, 613, 596, 626)
exhibit-text: Ἔκθεσις ἔργων τοῦ ζωγράφου εἰς τήν Ἑλληνοαμερικανικήν Ἕνωσιν. (1380, 413, 1573, 434)
weekly-novel-continued: ΑΥΡΙΟΝ: Ἡ συνέχεια. (1464, 1429, 1574, 1440)
date-day: ΠΑΡΑΣΚΕΥΗ (491, 48, 595, 66)
arts-item-title: Ὁ Ἄλκ Χαμηλιάδης (1380, 309, 1477, 319)
list-item: ΟΡΦΕΥΣ: Τηλ. 78-842: «Ὁ λόφος» (1167, 737, 1322, 747)
phones-list (439, 955, 647, 1071)
list-item: ΙΑΙΩΝ: Τηλ. 77-172: «Ὁ Βενετός» (1167, 693, 1320, 703)
left-title-line2: ΚΑΙ Ο ΚΟΣΜΟΣ (25, 89, 420, 129)
list-item: ΣΤΑΥΡΟΠΟΛΙΣ: Τηλ. 21-650: «Σεζόν» (1167, 758, 1340, 768)
solution-heading: Η ΛΥΣΙΣ ΤΟΥ ΧΘΕΣΙΝΟΥ (843, 1131, 974, 1142)
grid-number: 4 (734, 902, 758, 926)
grid-cell[interactable] (783, 1048, 807, 1072)
exhibits-list (1380, 366, 1573, 506)
grid-cell[interactable] (662, 926, 686, 950)
